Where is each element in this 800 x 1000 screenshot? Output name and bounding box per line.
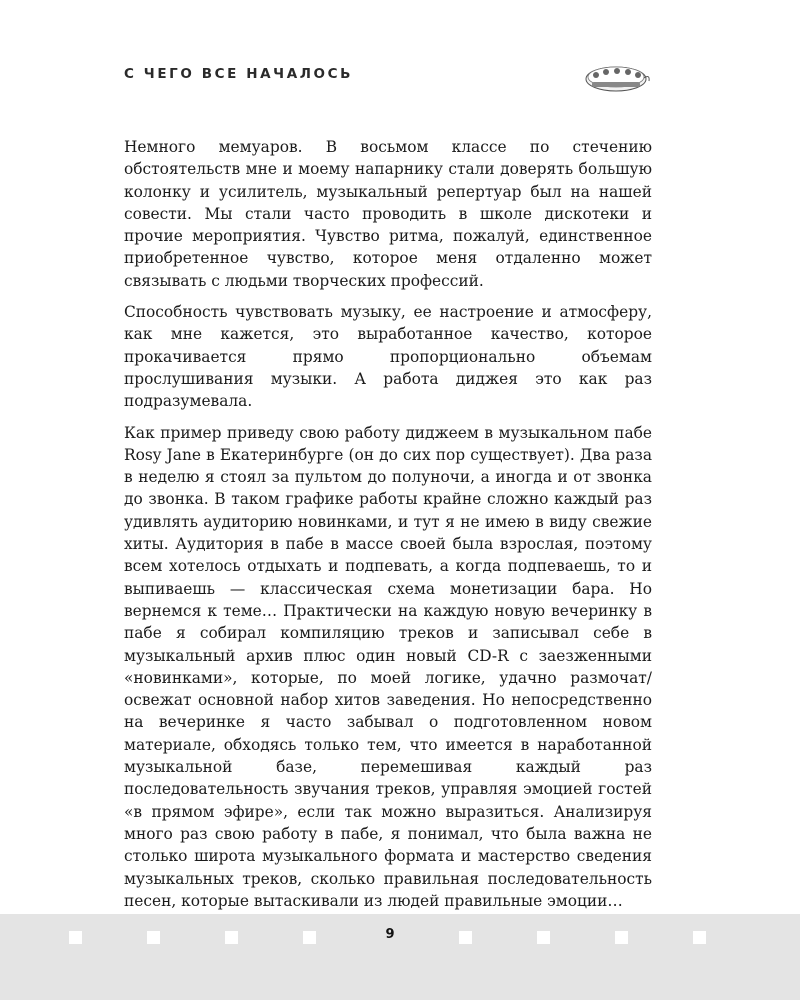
- footer-square: [615, 931, 628, 944]
- film-reel-icon: [582, 62, 652, 96]
- footer-square: [693, 931, 706, 944]
- running-header-title: С ЧЕГО ВСЕ НАЧАЛОСЬ: [124, 66, 354, 82]
- footer-square: [225, 931, 238, 944]
- footer-square: [147, 931, 160, 944]
- paragraph-1: Немного мемуаров. В восьмом классе по стечению обстоятельств мне и моему напарнику стали доверять большую колонку и усилитель, музыкальный репертуар был на нашей совести. Мы стали часто проводить в школе дискотеки и прочие мероприятия. Чувство ритма, пожалуй, единственное приобретенное чувство, которое меня отдаленно может связывать с людьми творческих профессий.: [124, 138, 652, 290]
- footer-square: [459, 931, 472, 944]
- paragraph-2: Способность чувствовать музыку, ее настроение и атмосферу, как мне кажется, это выработанное качество, которое прокачивается прямо пропорционально объемам прослушивания музыки. А работа диджея это как раз подразумевала.: [124, 303, 652, 411]
- footer-square: [537, 931, 550, 944]
- page-number: 9: [385, 927, 395, 942]
- paragraph-3: Как пример приведу свою работу диджеем в музыкальном пабе Rosy Jane в Екатеринбурге (он до сих пор существует). Два раза в неделю я стоял за пультом до полуночи, а иногда и от звонка до звонка. В таком графике работы крайне сложно каждый раз удивлять аудиторию новинками, и тут я не имею в виду свежие хиты. Аудитория в пабе в массе своей была взрослая, поэтому всем хотелось отдыхать и подпевать, а когда подпеваешь, то и выпиваешь — классическая схема монетизации бара. Но вернемся к теме… Практически на каждую новую вечеринку в пабе я собирал компиляцию треков и записывал себе в музыкальный архив плюс один новый CD-R с заезженными «новинками», которые, по моей логике, удачно размочат/освежат основной набор хитов заведения. Но непосредственно на вечеринке я часто забывал о подготовленном новом материале, обходясь только тем, что имеется в наработанной музыкальной базе, перемешивая каждый раз последовательность звучания треков, управляя эмоцией гостей «в прямом эфире», если так можно выразиться. Анализируя много раз свою работу в пабе, я понимал, что была важна не столько широта музыкального формата и мастерство сведения музыкальных треков, сколько правильная последовательность песен, которые вытаскивали из людей правильные эмоции…: [124, 423, 652, 910]
- footer-square: [69, 931, 82, 944]
- chapter-body: [124, 136, 652, 921]
- footer-square: [303, 931, 316, 944]
- page-footer: [0, 914, 800, 1000]
